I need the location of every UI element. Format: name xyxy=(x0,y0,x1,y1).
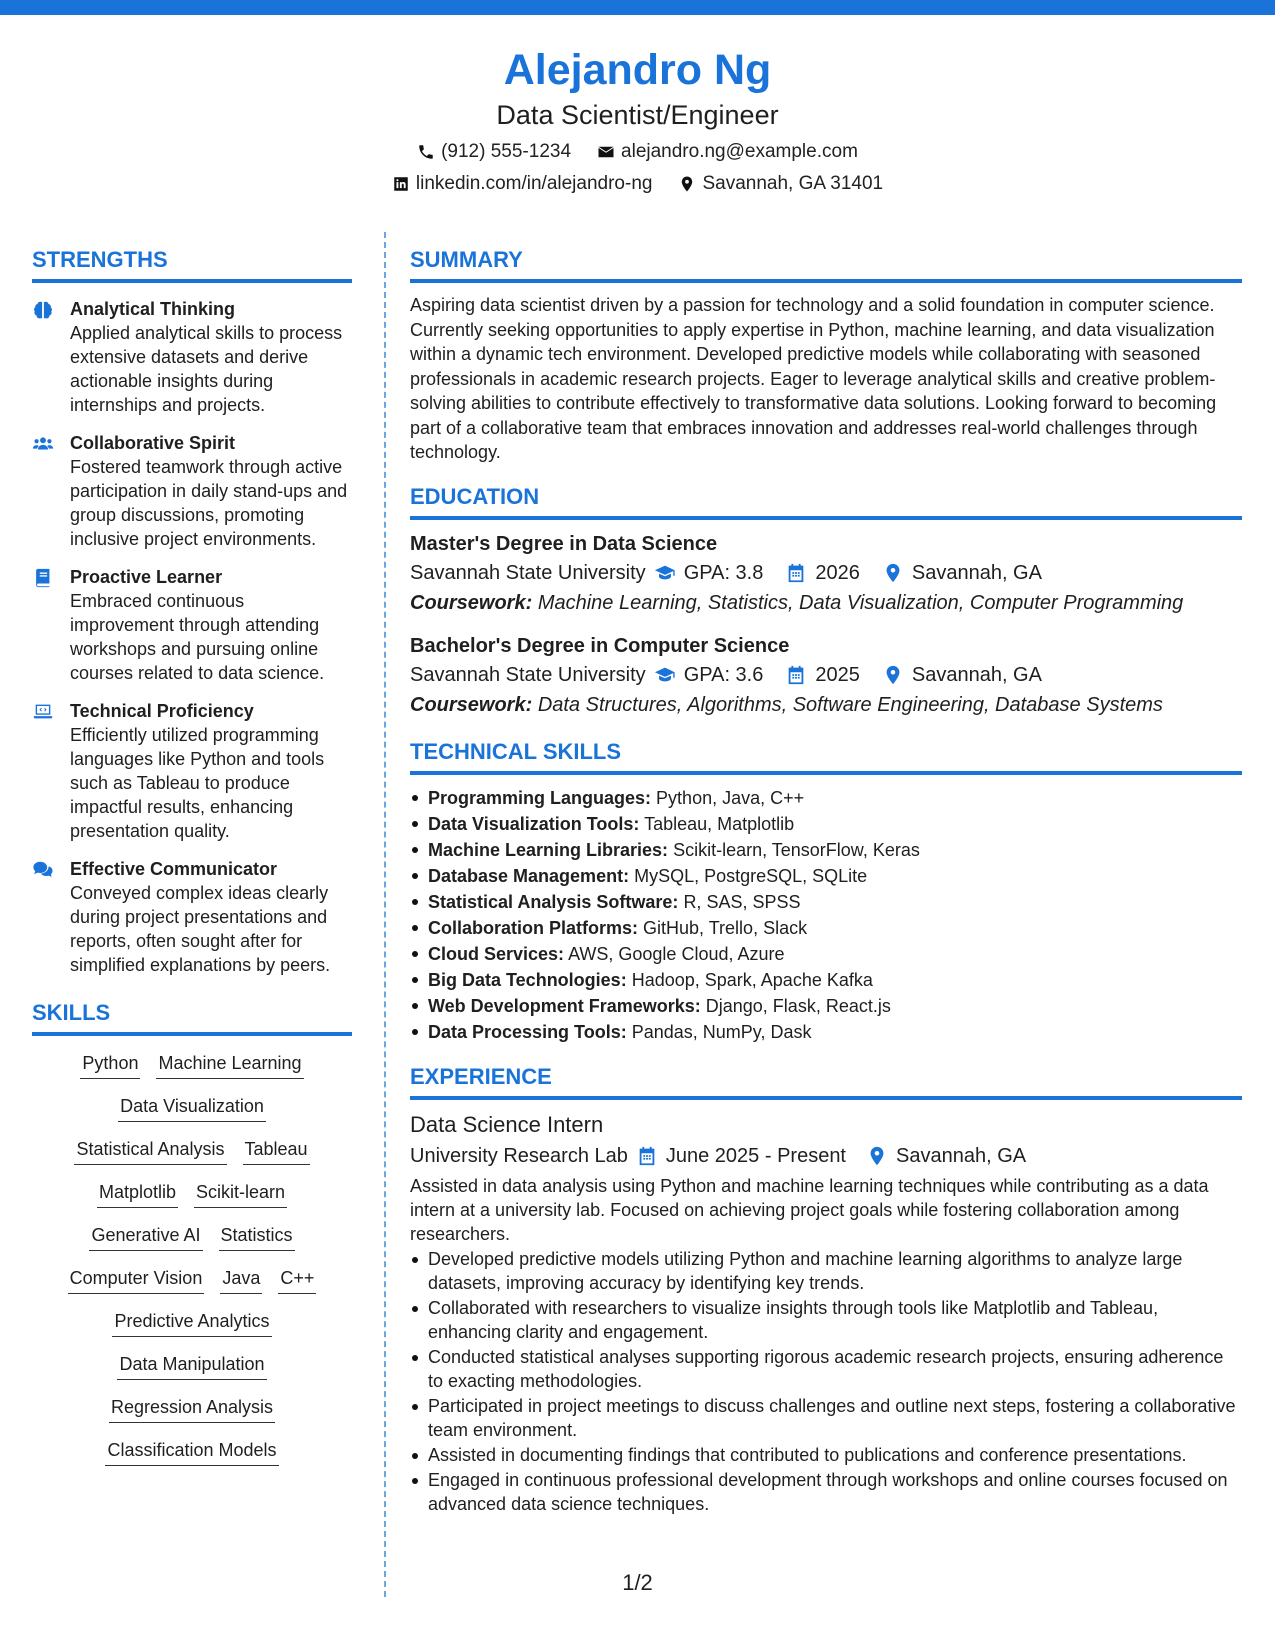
skill-chip: Machine Learning xyxy=(156,1050,303,1079)
calendar-icon xyxy=(636,1145,658,1167)
tech-value: Pandas, NumPy, Dask xyxy=(631,1021,812,1042)
list-item xyxy=(410,967,1242,993)
skill-chip: Data Visualization xyxy=(118,1093,266,1122)
email-text: alejandro.ng@example.com xyxy=(621,141,858,162)
list-item: Conducted statistical analyses supporting rigorous academic research projects, ensuring adherence to exacting methodologies. xyxy=(410,1345,1242,1393)
gpa-text: GPA: 3.6 xyxy=(683,663,764,686)
tech-label: Statistical Analysis Software: xyxy=(428,891,679,912)
strength-desc: Embraced continuous improvement through attending workshops and pursuing online courses related to data science. xyxy=(70,591,325,683)
tech-label: Web Development Frameworks: xyxy=(428,995,701,1016)
contact-line-1 xyxy=(0,138,1275,166)
strength-item xyxy=(32,699,352,843)
list-item xyxy=(410,915,1242,941)
strength-desc: Conveyed complex ideas clearly during project presentations and reports, often sought after for simplified explanations by peers. xyxy=(70,883,331,975)
list-item xyxy=(410,993,1242,1019)
list-item: Collaborated with researchers to visualize insights through tools like Matplotlib and Tableau, enhancing clarity and engagement. xyxy=(410,1296,1242,1344)
coursework-label: Coursework: xyxy=(410,591,533,614)
tech-value: Scikit-learn, TensorFlow, Keras xyxy=(673,839,920,860)
coursework-line xyxy=(410,690,1242,720)
tech-label: Machine Learning Libraries: xyxy=(428,839,669,860)
tech-value: Django, Flask, React.js xyxy=(705,995,891,1016)
tech-value: Python, Java, C++ xyxy=(656,787,805,808)
strength-desc: Fostered teamwork through active participation in daily stand-ups and group discussions, promoting inclusive project environments. xyxy=(70,457,348,549)
contact-location xyxy=(678,170,883,198)
list-item xyxy=(410,785,1242,811)
skill-chip: Statistical Analysis xyxy=(74,1136,226,1165)
list-item: Assisted in documenting findings that contributed to publications and conference presentations. xyxy=(410,1443,1242,1467)
resume-header xyxy=(0,42,1275,198)
school-location: Savannah, GA xyxy=(911,561,1042,584)
education-heading: EDUCATION xyxy=(410,483,1242,520)
grad-year: 2026 xyxy=(815,561,860,584)
job-details xyxy=(410,1140,1242,1172)
skill-chip: Data Manipulation xyxy=(117,1351,266,1380)
contact-phone xyxy=(417,138,571,166)
job-title: Data Science Intern xyxy=(410,1111,604,1137)
school-location: Savannah, GA xyxy=(911,663,1042,686)
strength-title: Analytical Thinking xyxy=(70,299,236,319)
map-pin-icon xyxy=(882,562,904,584)
users-icon xyxy=(32,433,54,455)
skill-chip: Statistics xyxy=(219,1222,295,1251)
job-location: Savannah, GA xyxy=(896,1144,1027,1167)
tech-value: R, SAS, SPSS xyxy=(683,891,801,912)
strength-item xyxy=(32,565,352,685)
list-item: Participated in project meetings to discuss challenges and outline next steps, fostering a collaborative team environment. xyxy=(410,1394,1242,1442)
job-description: Assisted in data analysis using Python and machine learning techniques while contributing as a data intern at a university lab. Focused on achieving project goals while fostering collaboration among researchers. xyxy=(410,1175,1209,1244)
map-pin-icon xyxy=(678,175,696,193)
strength-item xyxy=(32,297,352,417)
contact-email[interactable] xyxy=(597,138,858,166)
graduation-cap-icon xyxy=(654,664,676,686)
comments-icon xyxy=(32,859,54,881)
laptop-code-icon xyxy=(32,701,54,723)
skills-heading: SKILLS xyxy=(32,999,352,1036)
map-pin-icon xyxy=(866,1145,888,1167)
job-bullets xyxy=(410,1247,1242,1516)
phone-icon xyxy=(417,143,435,161)
graduation-cap-icon xyxy=(654,562,676,584)
strengths-heading: STRENGTHS xyxy=(32,246,352,283)
skill-chip: Python xyxy=(80,1050,140,1079)
tech-label: Data Visualization Tools: xyxy=(428,813,640,834)
tech-label: Data Processing Tools: xyxy=(428,1021,627,1042)
job-org: University Research Lab xyxy=(410,1144,628,1167)
strength-item xyxy=(32,431,352,551)
education-details xyxy=(410,660,1242,690)
gpa-text: GPA: 3.8 xyxy=(683,561,764,584)
education-entry xyxy=(410,530,1242,618)
map-pin-icon xyxy=(882,664,904,686)
strength-title: Proactive Learner xyxy=(70,567,223,587)
strength-title: Collaborative Spirit xyxy=(70,433,236,453)
book-icon xyxy=(32,567,54,589)
list-item xyxy=(410,811,1242,837)
degree-title: Bachelor's Degree in Computer Science xyxy=(410,634,790,657)
skill-chip: Tableau xyxy=(243,1136,310,1165)
strength-desc: Efficiently utilized programming languages like Python and tools such as Tableau to produce impactful results, enhancing presentation quality. xyxy=(70,725,325,841)
strength-item xyxy=(32,857,352,977)
school-name: Savannah State University xyxy=(410,561,646,584)
degree-title: Master's Degree in Data Science xyxy=(410,532,718,555)
skill-chip: Scikit-learn xyxy=(194,1179,287,1208)
technical-skills-heading: TECHNICAL SKILLS xyxy=(410,738,1242,775)
calendar-icon xyxy=(785,664,807,686)
location-text: Savannah, GA 31401 xyxy=(702,173,884,194)
contact-line-2 xyxy=(0,170,1275,198)
tech-label: Big Data Technologies: xyxy=(428,969,627,990)
tech-label: Programming Languages: xyxy=(428,787,652,808)
column-divider xyxy=(384,232,386,1597)
job-dates: June 2025 - Present xyxy=(665,1144,846,1167)
grad-year: 2025 xyxy=(815,663,860,686)
skill-chip: Java xyxy=(220,1265,262,1294)
tech-label: Collaboration Platforms: xyxy=(428,917,639,938)
technical-skills-list xyxy=(410,785,1242,1045)
education-details xyxy=(410,558,1242,588)
skill-chip: Computer Vision xyxy=(68,1265,205,1294)
tech-value: MySQL, PostgreSQL, SQLite xyxy=(634,865,868,886)
linkedin-text: linkedin.com/in/alejandro-ng xyxy=(415,173,653,194)
summary-heading: SUMMARY xyxy=(410,246,1242,283)
list-item xyxy=(410,1019,1242,1045)
left-column xyxy=(32,246,352,1466)
page-number: 1/2 xyxy=(622,1570,653,1595)
skill-chip: Regression Analysis xyxy=(109,1394,275,1423)
summary-text: Aspiring data scientist driven by a passion for technology and a solid foundation in computer science. Currently seeking opportunities to apply expertise in Python, machine learning, and data visualization within a dynamic tech environment. Developed predictive models while collaborating with seasoned professionals in academic research projects. Eager to leverage analytical skills and creative problem-solving abilities to contribute effectively to transformative data solutions. Looking forward to becoming part of a collaborative team that embraces innovation and addresses real-world challenges through technology. xyxy=(410,295,1217,462)
coursework-line xyxy=(410,588,1242,618)
calendar-icon xyxy=(785,562,807,584)
skill-chip: Predictive Analytics xyxy=(112,1308,271,1337)
skill-chip: Generative AI xyxy=(89,1222,202,1251)
coursework-label: Coursework: xyxy=(410,693,533,716)
strength-title: Technical Proficiency xyxy=(70,701,254,721)
skill-chip: C++ xyxy=(278,1265,316,1294)
skills-list xyxy=(32,1050,352,1466)
education-entry xyxy=(410,632,1242,720)
tech-value: AWS, Google Cloud, Azure xyxy=(568,943,785,964)
right-column xyxy=(410,246,1242,1517)
linkedin-icon xyxy=(392,175,410,193)
list-item: Developed predictive models utilizing Python and machine learning algorithms to analyze large datasets, improving accuracy by identifying key trends. xyxy=(410,1247,1242,1295)
tech-value: GitHub, Trello, Slack xyxy=(643,917,808,938)
tech-label: Cloud Services: xyxy=(428,943,565,964)
school-name: Savannah State University xyxy=(410,663,646,686)
tech-label: Database Management: xyxy=(428,865,630,886)
list-item: Engaged in continuous professional development through workshops and online courses focused on advanced data science techniques. xyxy=(410,1468,1242,1516)
tech-value: Hadoop, Spark, Apache Kafka xyxy=(631,969,873,990)
phone-text: (912) 555-1234 xyxy=(441,141,572,162)
list-item xyxy=(410,941,1242,967)
strength-desc: Applied analytical skills to process extensive datasets and derive actionable insights during internships and projects. xyxy=(70,323,343,415)
coursework-list: Data Structures, Algorithms, Software Engineering, Database Systems xyxy=(537,693,1163,716)
brain-icon xyxy=(32,299,54,321)
list-item xyxy=(410,863,1242,889)
candidate-role: Data Scientist/Engineer xyxy=(496,100,779,130)
contact-linkedin[interactable] xyxy=(392,170,653,198)
skill-chip: Matplotlib xyxy=(97,1179,178,1208)
tech-value: Tableau, Matplotlib xyxy=(644,813,795,834)
strength-title: Effective Communicator xyxy=(70,859,278,879)
coursework-list: Machine Learning, Statistics, Data Visualization, Computer Programming xyxy=(537,591,1184,614)
top-accent-bar xyxy=(0,0,1275,15)
skill-chip: Classification Models xyxy=(105,1437,278,1466)
candidate-name: Alejandro Ng xyxy=(503,46,772,94)
list-item xyxy=(410,837,1242,863)
list-item xyxy=(410,889,1242,915)
experience-heading: EXPERIENCE xyxy=(410,1063,1242,1100)
envelope-icon xyxy=(597,143,615,161)
